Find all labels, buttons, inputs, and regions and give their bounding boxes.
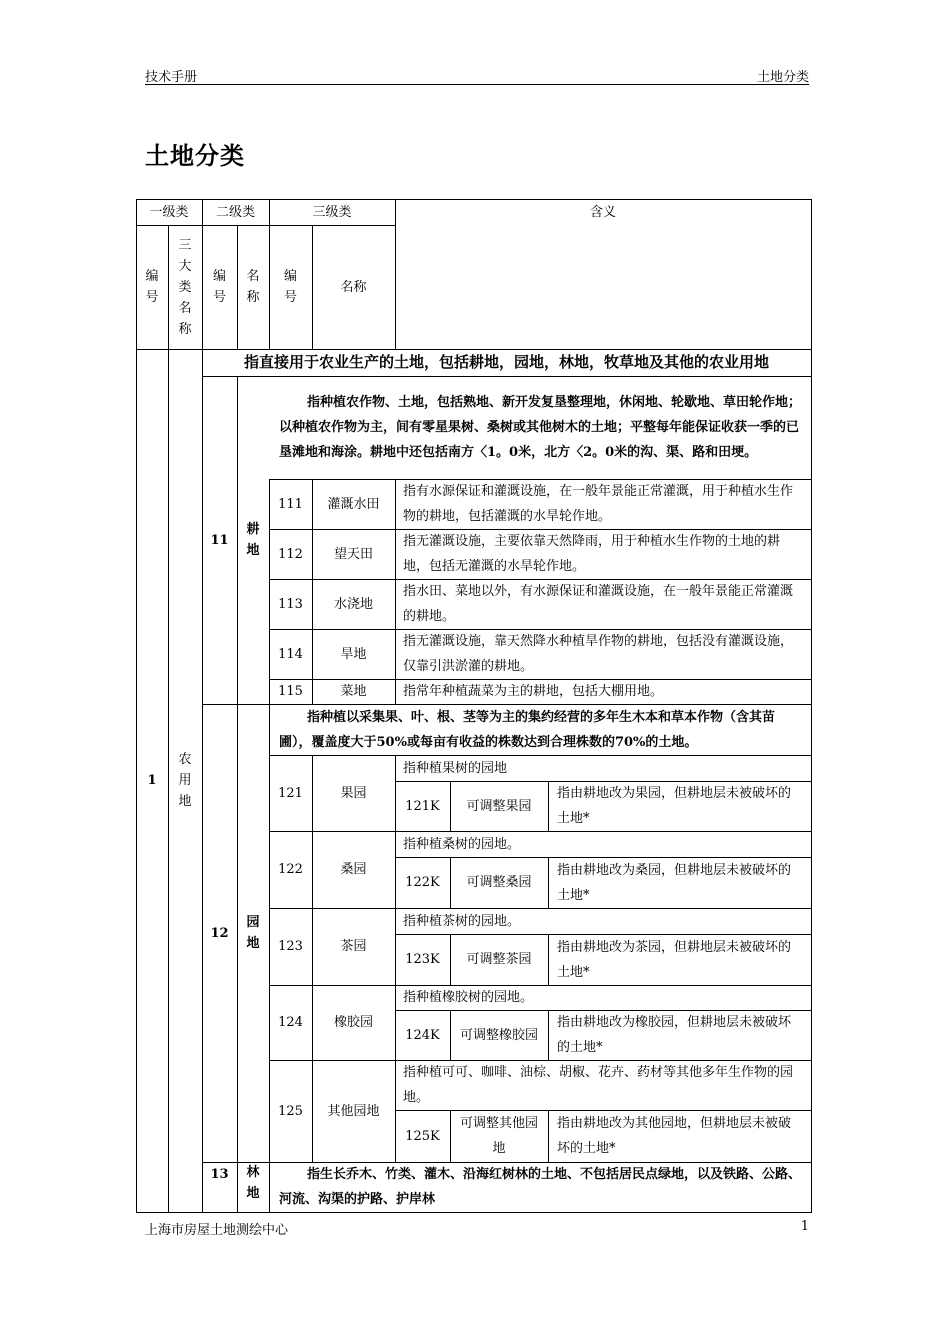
- l3-code: 112: [278, 547, 303, 562]
- table-rule: [395, 479, 396, 705]
- l3-desc: 指无灌溉设施，靠天然降水种植旱作物的耕地，包括没有灌溉设施，仅靠引洪淤灌的耕地。: [403, 634, 794, 674]
- l1-name: 农 用 地: [178, 752, 192, 809]
- l4-desc: 指由耕地改为茶园，但耕地层未被破坏的土地*: [557, 940, 792, 980]
- l4-code: 125K: [405, 1129, 440, 1144]
- head-name-3: 名称: [340, 280, 367, 295]
- l4-name: 可调整茶园: [466, 952, 532, 967]
- l4-code: 121K: [405, 799, 440, 814]
- l3-code: 125: [278, 1104, 303, 1119]
- footer-left: 上海市房屋土地测绘中心: [145, 1223, 289, 1238]
- l3-code: 114: [278, 647, 303, 662]
- header-left: 技术手册: [145, 70, 198, 85]
- l1-code: 1: [147, 773, 157, 788]
- table-rule: [548, 934, 549, 986]
- l3-code: 124: [278, 1015, 303, 1030]
- l2-code-11: 11: [210, 533, 229, 548]
- l3-code: 122: [278, 862, 303, 877]
- l3-desc: 指有水源保证和灌溉设施，在一般年景能正常灌溉，用于种植水生作物的耕地，包括灌溉的水旱轮作地。: [403, 484, 794, 524]
- table-rule: [450, 1010, 451, 1061]
- l3-name: 水浇地: [333, 597, 373, 612]
- table-rule: [136, 199, 137, 1213]
- page-footer: [145, 1212, 809, 1238]
- page-number: 1: [800, 1219, 809, 1234]
- table-rule: [548, 781, 549, 832]
- l2-name-13: 林 地: [246, 1165, 260, 1201]
- l4-code: 123K: [405, 952, 440, 967]
- l3-name: 旱地: [340, 647, 367, 662]
- head-code-2: 编 号: [212, 269, 226, 305]
- table-rule: [548, 857, 549, 909]
- table-rule: [269, 1162, 270, 1213]
- l2-desc-12: 指种植以采集果、叶、根、茎等为主的集约经营的多年生木本和草本作物（含其苗圃），覆盖度大于50%或每亩有收益的株数达到合理株数的70%的土地。: [279, 710, 776, 750]
- head-code-3: 编 号: [283, 269, 297, 305]
- l3-code: 123: [278, 939, 303, 954]
- table-rule: [136, 225, 396, 226]
- l3-desc: 指种植果树的园地: [403, 761, 508, 776]
- head-code-1: 编 号: [145, 269, 159, 305]
- table-rule: [548, 1110, 549, 1163]
- l3-name: 菜地: [340, 684, 367, 699]
- table-rule: [202, 376, 812, 377]
- head-three-cat: 三 大 类 名 称: [178, 238, 192, 337]
- header-right: 土地分类: [756, 70, 809, 85]
- l3-name: 其他园地: [327, 1104, 380, 1119]
- l3-desc: 指无灌溉设施，主要依靠天然降雨，用于种植水生作物的土地的耕地，包括无灌溉的水旱轮作地。: [403, 534, 781, 574]
- l3-desc: 指常年种植蔬菜为主的耕地，包括大棚用地。: [403, 684, 664, 699]
- l2-code-12: 12: [210, 926, 229, 941]
- table-rule: [450, 781, 451, 832]
- head-level3: 三级类: [312, 205, 352, 220]
- l3-code: 113: [278, 597, 303, 612]
- l4-name: 可调整其他园地: [460, 1116, 539, 1156]
- l3-desc: 指种植茶树的园地。: [403, 914, 521, 929]
- l3-name: 橡胶园: [333, 1015, 373, 1030]
- l2-desc-13: 指生长乔木、竹类、灌木、沿海红树林的土地、不包括居民点绿地，以及铁路、公路、河流、沟渠的护路、护岸林: [279, 1167, 802, 1207]
- l3-desc: 指水田、菜地以外，有水源保证和灌溉设施，在一般年景能正常灌溉的耕地。: [403, 584, 794, 624]
- l3-name: 茶园: [340, 939, 367, 954]
- l4-name: 可调整桑园: [466, 875, 532, 890]
- head-level2: 二级类: [215, 205, 255, 220]
- table-rule: [450, 934, 451, 986]
- l3-desc: 指种植桑树的园地。: [403, 837, 521, 852]
- table-rule: [450, 1110, 451, 1163]
- l4-desc: 指由耕地改为其他园地，但耕地层未被破坏的土地*: [557, 1116, 792, 1156]
- l3-name: 果园: [340, 786, 367, 801]
- table-rule: [168, 225, 169, 1213]
- l4-desc: 指由耕地改为果园，但耕地层未被破坏的土地*: [557, 786, 792, 826]
- l3-name: 望天田: [333, 547, 373, 562]
- l4-code: 124K: [405, 1028, 440, 1043]
- l3-name: 桑园: [340, 862, 367, 877]
- l3-name: 灌溉水田: [327, 497, 380, 512]
- head-level1: 一级类: [149, 205, 189, 220]
- l4-name: 可调整果园: [466, 799, 532, 814]
- table-rule: [548, 1010, 549, 1061]
- l2-name-12: 园 地: [246, 915, 260, 951]
- head-meaning: 含义: [589, 205, 616, 220]
- l2-code-13: 13: [210, 1167, 229, 1182]
- l3-code: 111: [278, 497, 303, 512]
- l3-code: 121: [278, 786, 303, 801]
- l2-name-11: 耕 地: [246, 522, 260, 558]
- l4-desc: 指由耕地改为橡胶园，但耕地层未被破坏的土地*: [557, 1015, 792, 1055]
- l4-desc: 指由耕地改为桑园，但耕地层未被破坏的土地*: [557, 863, 792, 903]
- l4-name: 可调整橡胶园: [460, 1028, 539, 1043]
- head-name-2: 名 称: [246, 269, 260, 305]
- table-rule: [450, 857, 451, 909]
- l3-desc: 指种植可可、咖啡、油棕、胡椒、花卉、药材等其他多年生作物的园地。: [403, 1065, 794, 1105]
- l4-code: 122K: [405, 875, 440, 890]
- l2-desc-11: 指种植农作物、土地，包括熟地、新开发复垦整理地，休闲地、轮歇地、草田轮作地；以种植农作物为主，间有零星果树、桑树或其他树木的土地；平整每年能保证收获一季的已垦滩地和海涂。耕地中还包括南方〈1。0米，北方〈2。0米的沟、渠、路和田埂。: [279, 395, 802, 460]
- l3-desc: 指种植橡胶树的园地。: [403, 990, 534, 1005]
- l3-code: 115: [278, 684, 303, 699]
- l1-desc: 指直接用于农业生产的土地，包括耕地，园地，林地，牧草地及其他的农业用地: [243, 353, 769, 371]
- page-title: 土地分类: [145, 142, 245, 170]
